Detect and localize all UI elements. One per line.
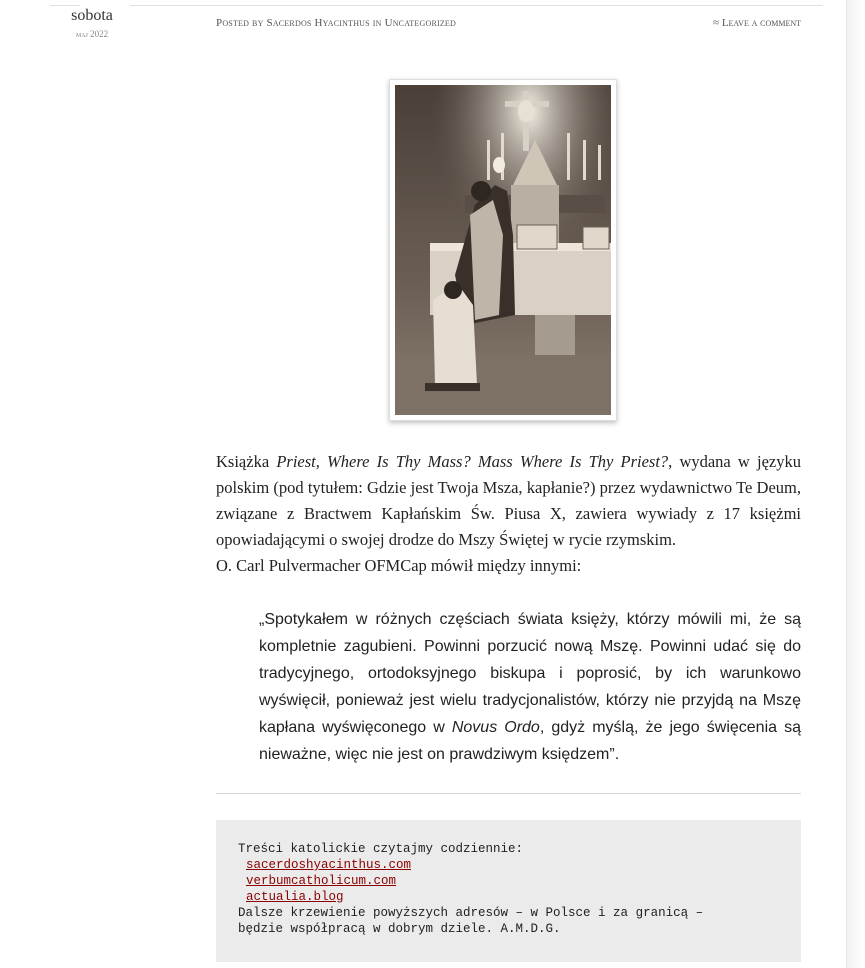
- leave-comment-link[interactable]: Leave a comment: [721, 17, 801, 29]
- book-title: Priest, Where Is Thy Mass? Mass Where Is Thy Priest?: [276, 452, 669, 471]
- right-shadow: [847, 0, 865, 968]
- quote-part-1: „Spotykałem w różnych częściach świata księży, którzy mówili mi, że są kompletnie zagubieni. Powinni porzucić nową Mszę. Powinni udać się do tradycyjnego, ortodoksyjnego biskupa i poprosić, by ich warunkowo wyświęcił, ponieważ jest wielu tradycjonalistów, którzy nie przyjdą na Mszę kapłana wyświęconego w: [259, 611, 801, 736]
- top-rule: [130, 5, 823, 6]
- article-paragraph-2: O. Carl Pulvermacher OFMCap mówił między innymi:: [216, 556, 582, 575]
- comment-icon: ≈: [713, 17, 720, 29]
- priest-at-altar-photo: [395, 85, 611, 415]
- box-line-1: Dalsze krzewienie powyższych adresów – w Polsce i za granicą –: [238, 906, 704, 920]
- site-link-verbumcatholicum[interactable]: verbumcatholicum.com: [246, 874, 397, 888]
- site-link-actualia[interactable]: actualia.blog: [246, 890, 344, 904]
- recommended-sites-box: [216, 820, 801, 962]
- post-meta: [216, 17, 456, 29]
- article-body: [216, 449, 801, 579]
- box-heading: Treści katolickie czytajmy codziennie:: [238, 842, 524, 856]
- p1-rest: , wydana w języku polskim (pod tytułem: Gdzie jest Twoja Msza, kapłanie?) przez wydawnictwo Te Deum, związane z Bractwem Kapłańskim Św. Piusa X, zawiera wywiady z 17 księżmi opowiadającymi o swojej drodze do Mszy Świętej w rycie rzymskim.: [216, 452, 801, 549]
- blockquote: [259, 606, 801, 768]
- post-date: [52, 5, 132, 39]
- content-divider: [216, 793, 801, 794]
- quote-italic: Novus Ordo: [451, 719, 540, 736]
- quote-part-2: , gdyż myślą, że jego święcenia są nieważne, więc nie jest on prawdziwym księdzem”.: [259, 719, 801, 763]
- site-link-sacerdoshyacinthus[interactable]: sacerdoshyacinthus.com: [246, 858, 412, 872]
- posted-by-label: Posted by: [216, 17, 264, 29]
- author-link[interactable]: Sacerdos Hyacinthus: [266, 17, 370, 29]
- comment-meta: [600, 17, 801, 29]
- date-month-year: maj 2022: [75, 29, 109, 39]
- category-link[interactable]: Uncategorized: [384, 17, 456, 29]
- article-paragraph-1: [216, 449, 801, 553]
- post-image[interactable]: [389, 79, 617, 421]
- box-line-2: będzie współpracą w dobrym dziele. A.M.D.G.: [238, 922, 561, 936]
- in-label: in: [372, 17, 382, 29]
- p1-start: Książka: [216, 452, 277, 471]
- date-day: sobota: [71, 7, 113, 24]
